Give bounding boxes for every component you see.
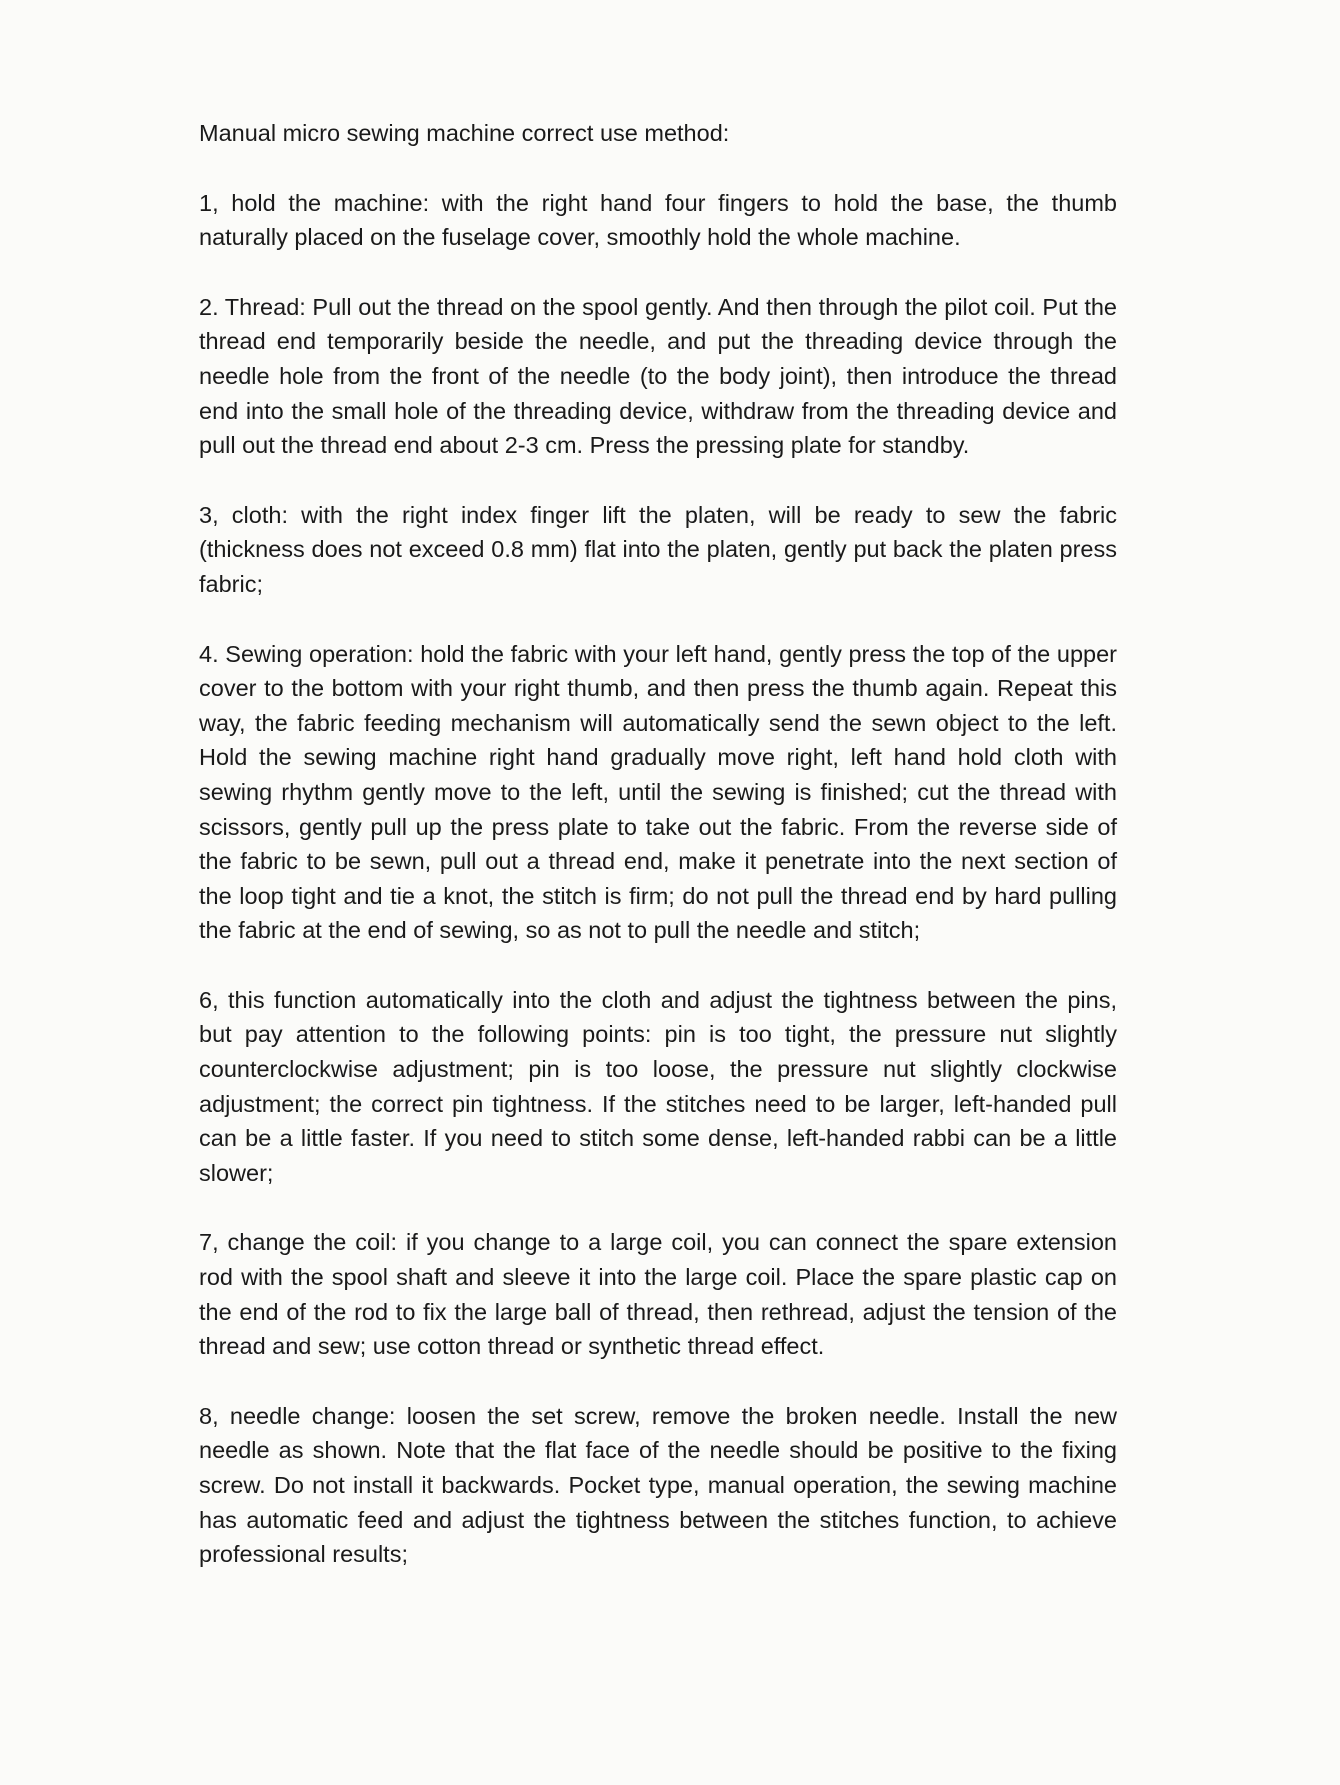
paragraph-step-6: 6, this function automatically into the cloth and adjust the tightness between the pins, but pay attention to the following points: pin is too tight, the pressure nut slightly counterclockwise adjustment; pin is too loose, the pressure nut slightly clockwise adjustment; the correct pin tightness. If the stitches need to be larger, left-handed pull can be a little faster. If you need to stitch some dense, left-handed rabbi can be a little slower; [199, 986, 1117, 1186]
paragraph-step-3: 3, cloth: with the right index finger lift the platen, will be ready to sew the fabric (thickness does not exceed 0.8 mm) flat into the platen, gently put back the platen press fabric; [199, 501, 1117, 597]
paragraph-step-7: 7, change the coil: if you change to a large coil, you can connect the spare extension rod with the spool shaft and sleeve it into the large coil. Place the spare plastic cap on the end of the rod to fix the large ball of thread, then rethread, adjust the tension of the thread and sew; use cotton thread or synthetic thread effect. [199, 1229, 1117, 1360]
paragraph-step-1: 1, hold the machine: with the right hand four fingers to hold the base, the thumb naturally placed on the fuselage cover, smoothly hold the whole machine. [199, 189, 1117, 251]
document-body [199, 116, 1117, 1607]
paragraph-step-2: 2. Thread: Pull out the thread on the spool gently. And then through the pilot coil. Put the thread end temporarily beside the needle, and put the threading device through the needle hole from the front of the needle (to the body joint), then introduce the thread end into the small hole of the threading device, withdraw from the threading device and pull out the thread end about 2-3 cm. Press the pressing plate for standby. [199, 293, 1117, 459]
document-heading: Manual micro sewing machine correct use method: [199, 120, 730, 146]
paragraph-step-4: 4. Sewing operation: hold the fabric with your left hand, gently press the top of the upper cover to the bottom with your right thumb, and then press the thumb again. Repeat this way, the fabric feeding mechanism will automatically send the sewn object to the left. Hold the sewing machine right hand gradually move right, left hand hold cloth with sewing rhythm gently move to the left, until the sewing is finished; cut the thread with scissors, gently pull up the press plate to take out the fabric. From the reverse side of the fabric to be sewn, pull out a thread end, make it penetrate into the next section of the loop tight and tie a knot, the stitch is firm; do not pull the thread end by hard pulling the fabric at the end of sewing, so as not to pull the needle and stitch; [199, 640, 1117, 944]
paragraph-step-8: 8, needle change: loosen the set screw, remove the broken needle. Install the new needle as shown. Note that the flat face of the needle should be positive to the fixing screw. Do not install it backwards. Pocket type, manual operation, the sewing machine has automatic feed and adjust the tightness between the stitches function, to achieve professional results; [199, 1402, 1117, 1568]
